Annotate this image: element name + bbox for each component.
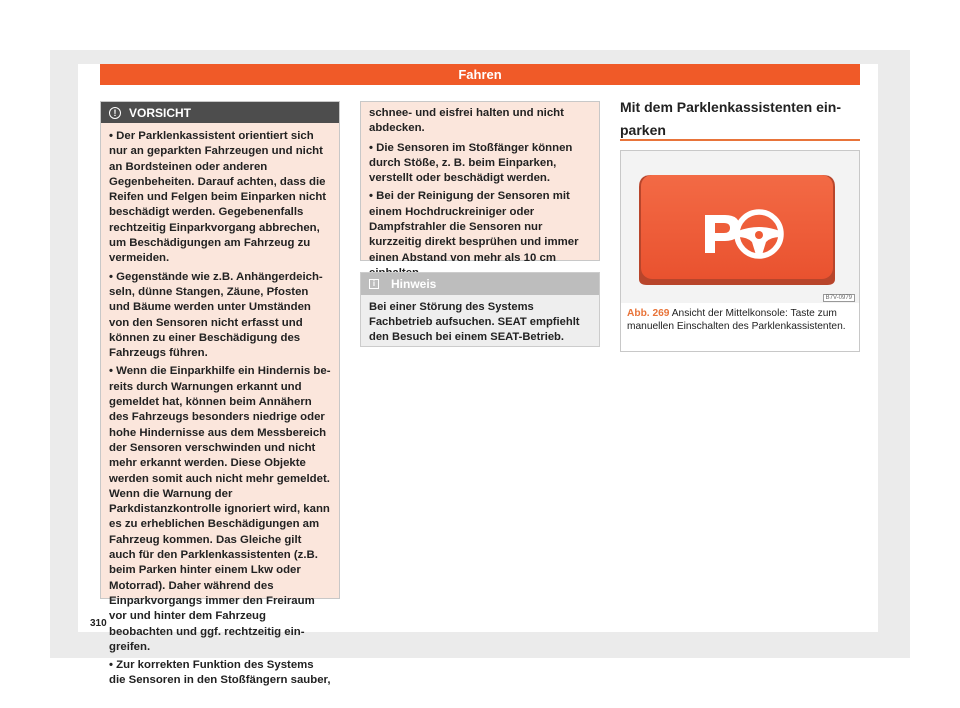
section-title: Mit dem Parklenkassistenten einparken [620,99,841,138]
hint-header [361,273,599,295]
figure [620,150,860,352]
caution-continued-body [361,102,599,281]
page-number: 310 [90,618,107,629]
info-note-icon: i [369,279,379,289]
caution-cont-item: • Die Sensoren im Stoßfänger können durch Stöße, z. B. beim Einparken, verstellt oder beschädigt werden. [369,141,573,185]
caution-item: • Gegenstände wie z.B. Anhängerdeichseln, dünne Stangen, Zäune, Pfosten und Bäume werden unter Umständen von den Sensoren nicht erfasst und können zu einer Beschädigung des Fahrzeugs führen. [109,270,323,360]
hint-heading: Hinweis [391,277,437,291]
caution-item: • Wenn die Einparkhilfe ein Hindernis bereits durch Warnungen erkannt und gemeldet hat, können beim Annähern des Fahrzeugs besonders niedrige oder hohe Hindernisse aus dem Messbereich der Sensoren verschwinden und nicht mehr erkannt werden. Diese Objekte werden somit auch nicht mehr gemeldet. Wenn die Warnung der Parkdistanzkontrolle ignoriert wird, kann es zu erheblichen Beschädigungen am Fahrzeug kommen. Das Gleiche gilt auch für den Parklenkassistenten (z.B. beim Parken hinter einem Lkw oder Motorrad). Daher während des Einparkvorgangs immer den Freiraum vor und hinter dem Fahrzeug beobachten und ggf. rechtzeitig eingreifen. [109,365,331,653]
figure-label: Abb. 269 [627,308,670,319]
caution-header [101,102,339,123]
caution-cont-item: • Bei der Reinigung der Sensoren mit einem Hochdruckreiniger oder Dampfstrahler die Sensoren nur kurzzeitig direkt besprühen und immer einen Abstand von mehr als 10 cm [369,190,579,264]
caution-continued-box [360,101,600,264]
hint-text: Bei einer Störung des Systems Fachbetrieb aufsuchen. SEAT empfiehlt den Besuch bei einem SEAT-Betrieb. [369,301,580,343]
caution-box [100,101,340,687]
warning-circle-icon: ! [109,107,121,119]
caution-heading: VORSICHT [129,105,192,120]
console-illustration [621,151,859,303]
caution-cont-lead: schnee- und eisfrei halten und nicht abdecken. [369,107,564,135]
figure-image [621,151,859,303]
caution-item: • Zur korrekten Funktion des Systems die Sensoren in den Stoßfängern sauber, [109,659,331,687]
caution-item: • Der Parklenkassistent orientiert sich nur an geparkten Fahrzeugen und nicht an Bordsteinen oder anderen Gegenbeheiten. Darauf achten, dass die Reifen und Felgen beim Einparken nicht beschädigt werden. Gegebenenfalls rechtzeitig Einparkvorgang abbrechen, um Beschädigungen am Fahrzeug zu vermeiden. [109,130,327,265]
chapter-header: Fahren [100,64,860,85]
hint-box [360,272,600,347]
figure-caption [627,308,855,334]
caution-body [101,123,339,689]
figure-code: B7V-0979 [823,294,855,302]
title-underline [620,139,860,141]
figure-caption-text: Ansicht der Mittelkonsole: Taste zum manuellen Einschalten des Parklenkassistenten. [627,308,846,332]
